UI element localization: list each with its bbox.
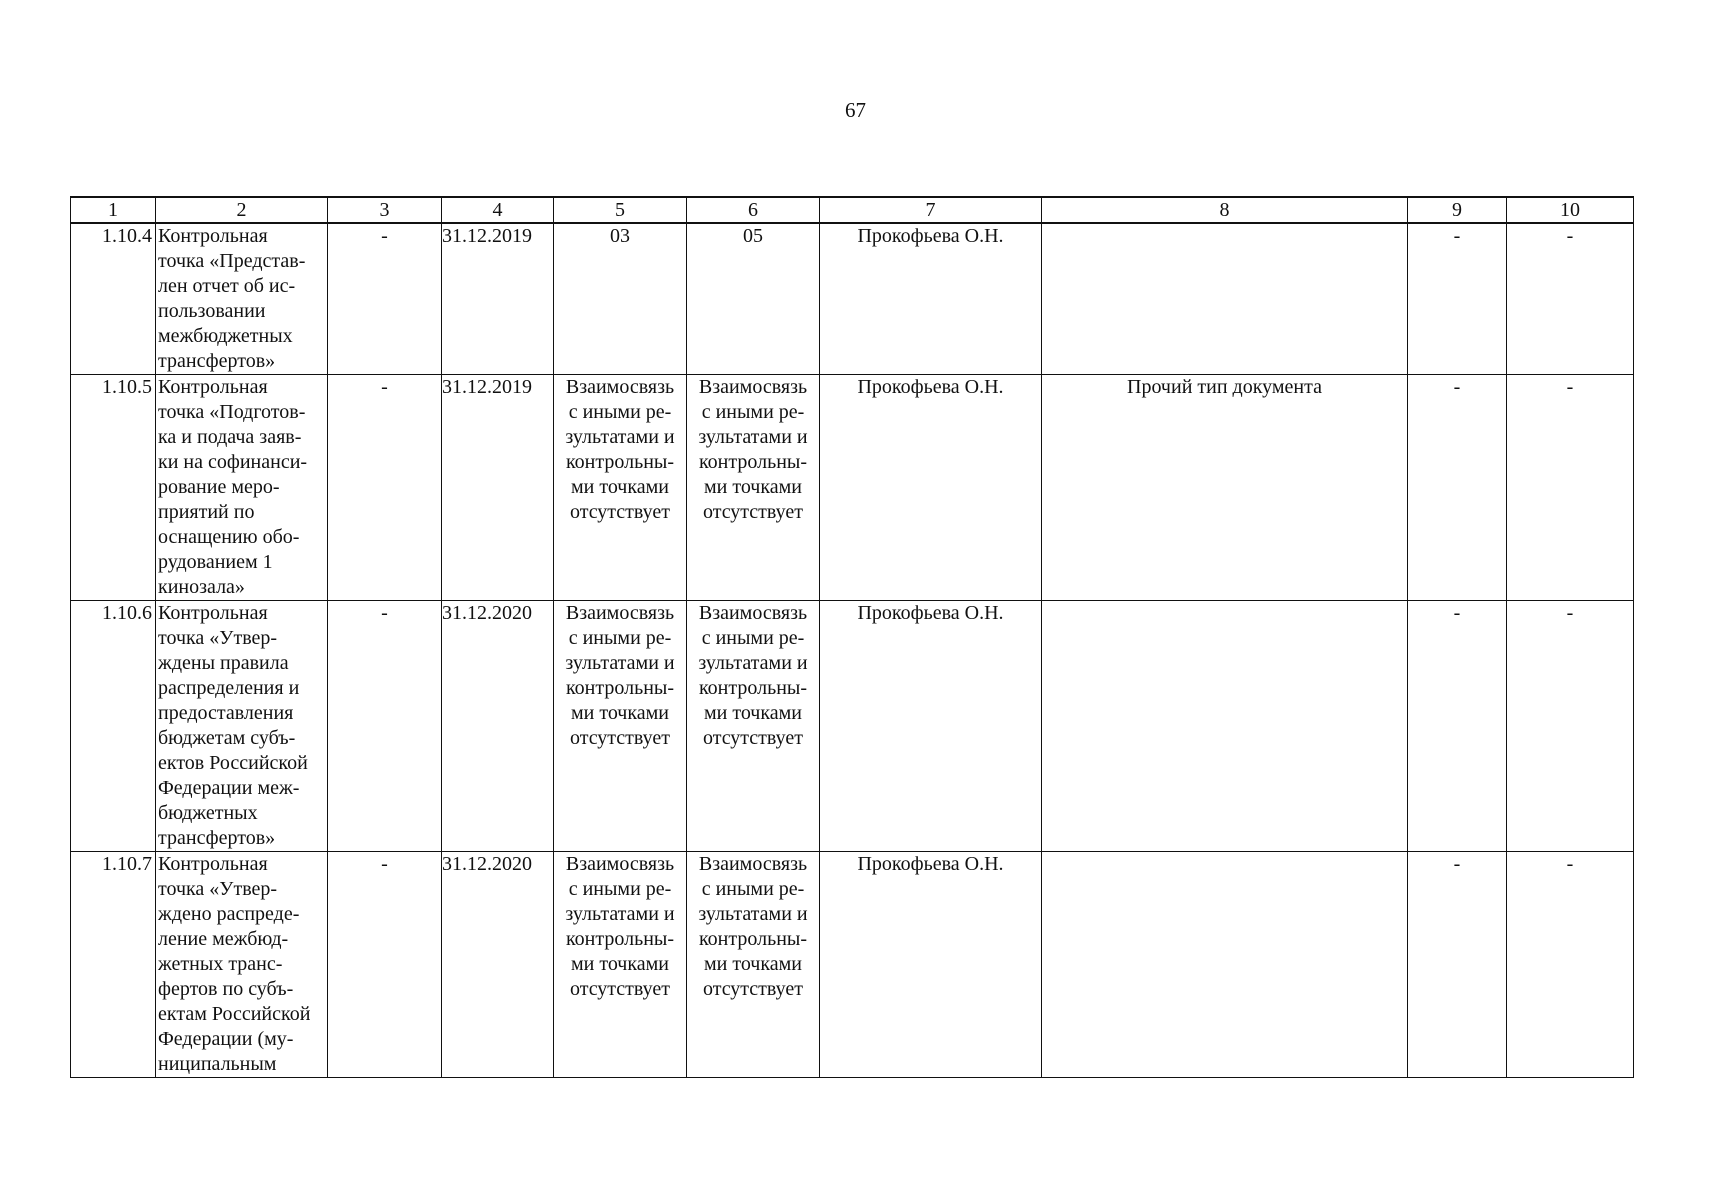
col9-value: - [1408,375,1507,601]
cell-line: зультатами и [565,903,675,925]
cell-line: Контрольная [158,225,268,247]
cell-line: с иными ре- [568,878,672,900]
col10-value: - [1507,375,1634,601]
cell-line: Взаимосвязь [565,853,675,875]
table-row [71,852,1634,1078]
cell-line: зультатами и [698,903,808,925]
cell-line: зультатами и [565,652,675,674]
cell-line: ми точками [570,702,670,724]
column-header: 9 [1408,197,1507,223]
cell-line: отсутствует [569,978,671,1000]
column-header: 6 [687,197,820,223]
column-numbers-row [71,197,1634,223]
cell-line: 05 [743,225,763,247]
col3-value: - [328,375,442,601]
cell-line: ки на софинанси- [158,451,308,473]
cell-line: отсутствует [569,727,671,749]
cell-line: Взаимосвязь [565,602,675,624]
cell-line: контрольны- [698,677,808,699]
cell-line: фертов по субъ- [158,978,294,1000]
cell-line: пользовании [158,300,266,322]
cell-line: Федерации (му- [158,1028,294,1050]
column-header: 1 [71,197,156,223]
cell-line: зультатами и [698,652,808,674]
cell-line: лен отчет об ис- [158,275,296,297]
col5-value [554,852,687,1078]
cell-line: межбюджетных [158,325,293,347]
cell-line: отсутствует [702,501,804,523]
cell-line: бюджетам субъ- [158,727,296,749]
cell-line: контрольны- [565,677,675,699]
responsible-person: Прокофьева О.Н. [820,375,1042,601]
table-row [71,601,1634,852]
document-type: Прочий тип документа [1042,375,1408,601]
cell-line: отсутствует [702,727,804,749]
col6-value [687,223,820,375]
control-point-name [156,601,328,852]
cell-line: зультатами и [698,426,808,448]
cell-line: трансфертов» [158,350,276,372]
responsible-person: Прокофьева О.Н. [820,852,1042,1078]
col6-value [687,852,820,1078]
cell-line: кинозала» [158,576,245,598]
col3-value: - [328,852,442,1078]
table-row [71,375,1634,601]
cell-line: контрольны- [698,928,808,950]
cell-line: ление межбюд- [158,928,289,950]
page-number: 67 [845,98,866,122]
cell-line: ми точками [570,476,670,498]
cell-line: оснащению обо- [158,526,300,548]
responsible-person: Прокофьева О.Н. [820,223,1042,375]
cell-line: точка «Утвер- [158,878,278,900]
cell-line: с иными ре- [701,878,805,900]
column-header: 7 [820,197,1042,223]
col5-value [554,375,687,601]
column-header: 3 [328,197,442,223]
cell-line: распределения и [158,677,300,699]
column-header: 4 [442,197,554,223]
cell-line: зультатами и [565,426,675,448]
cell-line: контрольны- [565,451,675,473]
col9-value: - [1408,852,1507,1078]
cell-line: ектам Российской [158,1003,311,1025]
cell-line: предоставления [158,702,294,724]
control-point-name [156,223,328,375]
cell-line: ниципальным [158,1053,277,1075]
due-date: 31.12.2020 [442,852,554,1078]
cell-line: ми точками [703,953,803,975]
cell-line: точка «Представ- [158,250,306,272]
cell-line: с иными ре- [568,401,672,423]
document-type [1042,601,1408,852]
col3-value: - [328,601,442,852]
col9-value: - [1408,601,1507,852]
responsible-person: Прокофьева О.Н. [820,601,1042,852]
control-point-name [156,852,328,1078]
cell-line: ждены правила [158,652,289,674]
cell-line: отсутствует [702,978,804,1000]
cell-line: с иными ре- [701,627,805,649]
due-date: 31.12.2019 [442,375,554,601]
cell-line: ми точками [570,953,670,975]
cell-line: контрольны- [698,451,808,473]
col5-value [554,223,687,375]
cell-line: Взаимосвязь [698,602,808,624]
col10-value: - [1507,852,1634,1078]
col5-value [554,601,687,852]
cell-line: бюджетных [158,802,258,824]
cell-line: ждено распреде- [158,903,300,925]
cell-line: точка «Утвер- [158,627,278,649]
cell-line: отсутствует [569,501,671,523]
cell-line: с иными ре- [701,401,805,423]
cell-line: ектов Российской [158,752,308,774]
cell-line: Взаимосвязь [698,853,808,875]
cell-line: Взаимосвязь [565,376,675,398]
document-type [1042,852,1408,1078]
col10-value: - [1507,223,1634,375]
cell-line: 03 [610,225,630,247]
col3-value: - [328,223,442,375]
cell-line: Контрольная [158,853,268,875]
row-number: 1.10.7 [71,852,156,1078]
cell-line: точка «Подготов- [158,401,306,423]
column-header: 8 [1042,197,1408,223]
due-date: 31.12.2020 [442,601,554,852]
cell-line: ми точками [703,476,803,498]
due-date: 31.12.2019 [442,223,554,375]
control-points-table [70,196,1634,1078]
table-row [71,223,1634,375]
cell-line: рование меро- [158,476,280,498]
cell-line: Федерации меж- [158,777,300,799]
col9-value: - [1408,223,1507,375]
cell-line: трансфертов» [158,827,276,849]
column-header: 2 [156,197,328,223]
cell-line: контрольны- [565,928,675,950]
row-number: 1.10.6 [71,601,156,852]
cell-line: приятий по [158,501,255,523]
column-header: 10 [1507,197,1634,223]
cell-line: ка и подача заяв- [158,426,302,448]
cell-line: Взаимосвязь [698,376,808,398]
cell-line: ми точками [703,702,803,724]
cell-line: с иными ре- [568,627,672,649]
col6-value [687,375,820,601]
column-header: 5 [554,197,687,223]
col10-value: - [1507,601,1634,852]
document-type [1042,223,1408,375]
cell-line: Контрольная [158,602,268,624]
control-point-name [156,375,328,601]
cell-line: рудованием 1 [158,551,273,573]
cell-line: жетных транс- [158,953,283,975]
row-number: 1.10.4 [71,223,156,375]
cell-line: Контрольная [158,376,268,398]
row-number: 1.10.5 [71,375,156,601]
col6-value [687,601,820,852]
